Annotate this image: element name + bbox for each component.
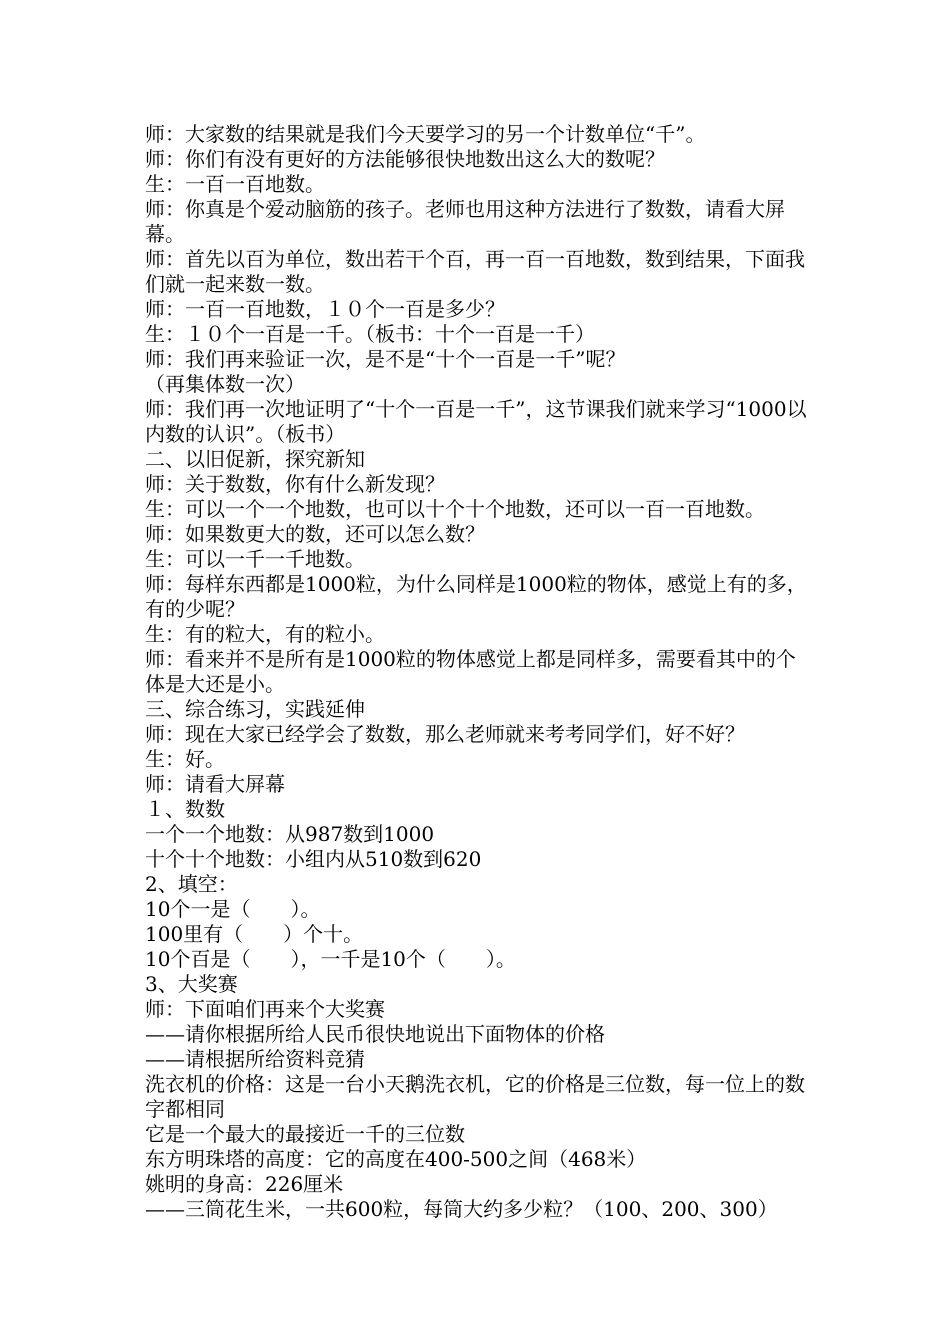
text-line: 师：每样东西都是1000粒，为什么同样是1000粒的物体，感觉上有的多，有的少呢？	[145, 572, 807, 621]
section-heading: 二、以旧促新，探究新知	[145, 447, 365, 471]
document-body	[145, 122, 815, 1222]
text-line: 师：一百一百地数，１０个一百是多少？	[145, 297, 505, 321]
text-line: 100里有（ ）个十。	[145, 922, 364, 946]
text-line: 它是一个最大的最接近一千的三位数	[145, 1122, 465, 1146]
text-line: 师：大家数的结果就是我们今天要学习的另一个计数单位“千”。	[145, 122, 706, 146]
text-line: 10个一是（ ）。	[145, 897, 321, 921]
section-heading: 三、综合练习，实践延伸	[145, 697, 365, 721]
text-line: 师：我们再一次地证明了“十个一百是一千”，这节课我们就来学习“1000以内数的认识”。（板书）	[145, 397, 807, 446]
text-line: 生：可以一个一个地数，也可以十个十个地数，还可以一百一百地数。	[145, 497, 765, 521]
text-line: （再集体数一次）	[145, 372, 305, 396]
text-line: 生：一百一百地数。	[145, 172, 325, 196]
text-line: 生：１０个一百是一千。（板书：十个一百是一千）	[145, 322, 595, 346]
text-line: 师：关于数数，你有什么新发现？	[145, 472, 445, 496]
text-line: 师：首先以百为单位，数出若干个百，再一百一百地数，数到结果，下面我们就一起来数一数。	[145, 247, 805, 296]
text-line: 师：下面咱们再来个大奖赛	[145, 997, 385, 1021]
text-line: 生：可以一千一千地数。	[145, 547, 365, 571]
exercise-heading: １、数数	[145, 797, 225, 821]
text-line: 师：我们再来验证一次，是不是“十个一百是一千”呢？	[145, 347, 626, 371]
text-line: 洗衣机的价格：这是一台小天鹅洗衣机，它的价格是三位数，每一位上的数字都相同	[145, 1072, 805, 1121]
text-line: 师：请看大屏幕	[145, 772, 285, 796]
text-line: 生：好。	[145, 747, 225, 771]
exercise-heading: 2、填空：	[145, 872, 238, 896]
text-line: 生：有的粒大，有的粒小。	[145, 622, 385, 646]
text-line: 姚明的身高：226厘米	[145, 1172, 344, 1196]
text-line: 10个百是（ ），一千是10个（ ）。	[145, 947, 516, 971]
text-line: ——请根据所给资料竞猜	[145, 1047, 365, 1071]
text-line: ——三筒花生米，一共600粒，每筒大约多少粒？（100、200、300）	[145, 1197, 778, 1221]
text-line: 师：现在大家已经学会了数数，那么老师就来考考同学们，好不好？	[145, 722, 745, 746]
text-line: 师：如果数更大的数，还可以怎么数？	[145, 522, 485, 546]
text-line: 东方明珠塔的高度：它的高度在400-500之间（468米）	[145, 1147, 647, 1171]
text-line: ——请你根据所给人民币很快地说出下面物体的价格	[145, 1022, 605, 1046]
text-line: 一个一个地数：从987数到1000	[145, 822, 435, 846]
text-line: 师：你们有没有更好的方法能够很快地数出这么大的数呢？	[145, 147, 665, 171]
text-line: 师：看来并不是所有是1000粒的物体感觉上都是同样多，需要看其中的个体是大还是小。	[145, 647, 796, 696]
exercise-heading: 3、大奖赛	[145, 972, 238, 996]
text-line: 师：你真是个爱动脑筋的孩子。老师也用这种方法进行了数数，请看大屏幕。	[145, 197, 785, 246]
text-line: 十个十个地数：小组内从510数到620	[145, 847, 482, 871]
